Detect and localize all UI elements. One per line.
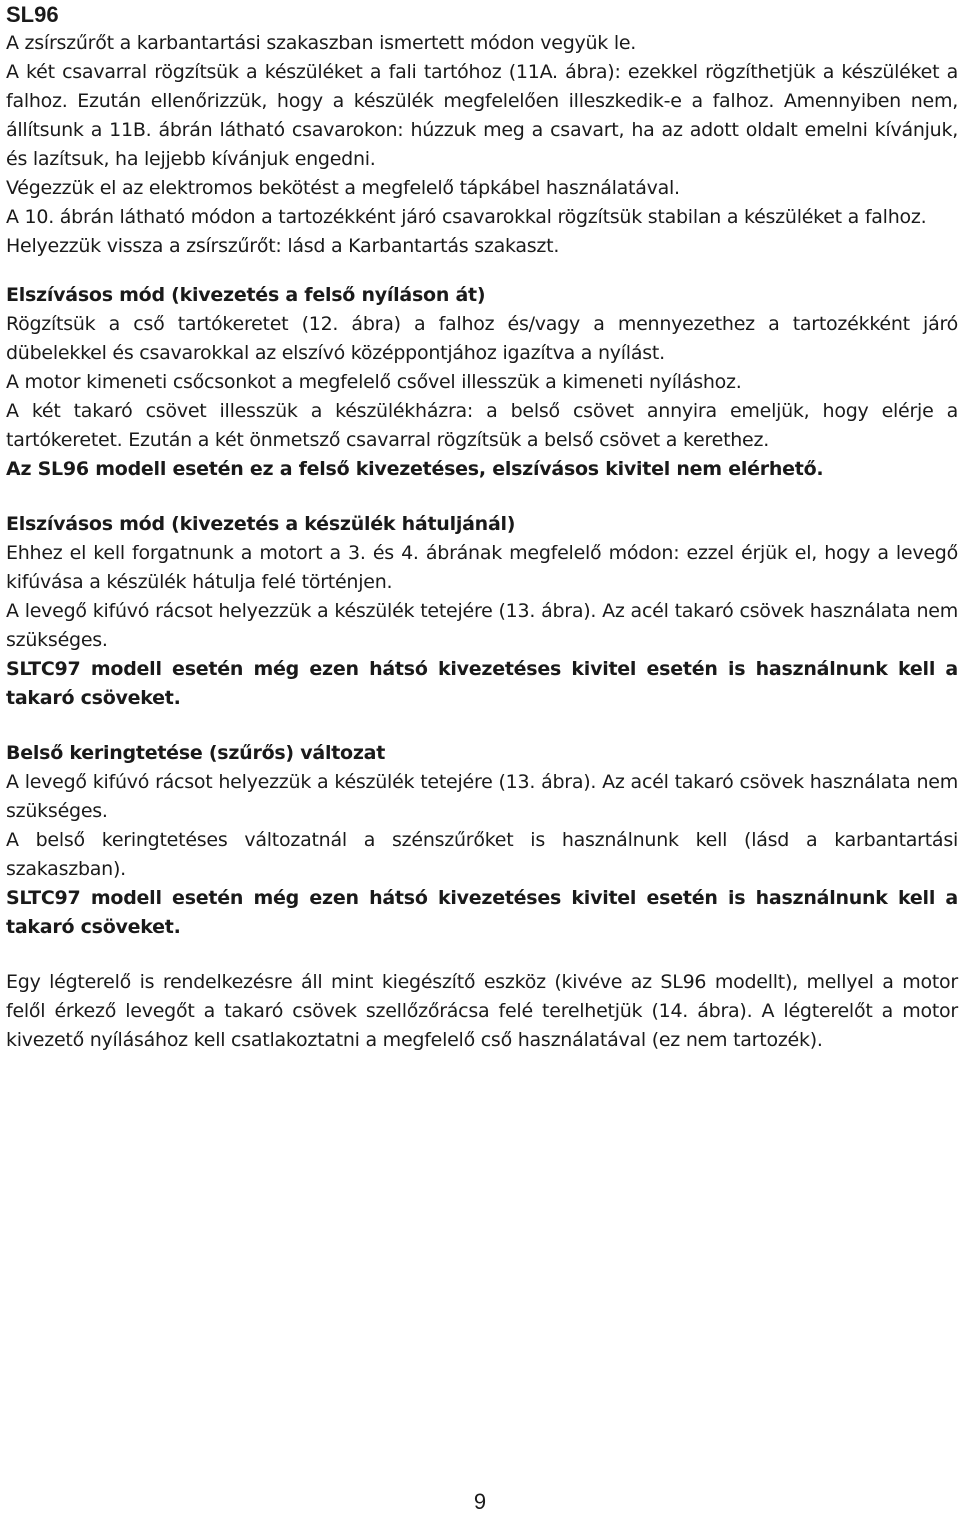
section-paragraph: A levegő kifúvó rácsot helyezzük a készülék tetejére (13. ábra). Az acél takaró csövek használata nem szükséges. — [6, 600, 958, 651]
intro-paragraph: A zsírszűrőt a karbantartási szakaszban ismertett módon vegyük le. — [6, 32, 637, 54]
section-top-exhaust — [6, 281, 958, 484]
page-number: 9 — [473, 1489, 487, 1514]
section-recirculation — [6, 739, 958, 942]
intro-paragraph: Helyezzük vissza a zsírszűrőt: lásd a Karbantartás szakaszt. — [6, 235, 560, 257]
section-rear-exhaust — [6, 510, 958, 713]
section-note: SLTC97 modell esetén még ezen hátsó kivezetéses kivitel esetén is használnunk kell a takaró csöveket. — [6, 658, 958, 709]
section-title: Belső keringtetése (szűrős) változat — [6, 742, 386, 764]
section-paragraph: Rögzítsük a cső tartókeretet (12. ábra) a falhoz és/vagy a mennyezethez a tartozékként járó dübelekkel és csavarokkal az elszívó középpontjához igazítva a nyílást. — [6, 313, 958, 364]
intro-paragraph: A 10. ábrán látható módon a tartozékként járó csavarokkal rögzítsük stabilan a készüléket a falhoz. — [6, 206, 927, 228]
model-heading: SL96 — [6, 2, 59, 27]
section-note: Az SL96 modell esetén ez a felső kivezetéses, elszívásos kivitel nem elérhető. — [6, 458, 824, 480]
section-title: Elszívásos mód (kivezetés a készülék hátuljánál) — [6, 513, 516, 535]
deflector-paragraph: Egy légterelő is rendelkezésre áll mint kiegészítő eszköz (kivéve az SL96 modellt), mellyel a motor felől érkező levegőt a takaró csövek szellőzőrácsa felé terelhetjük (14. ábra). A légterelőt a motor kivezető nyílásához kell csatlakoztatni a megfelelő cső használatával (ez nem tartozék). — [6, 971, 958, 1051]
section-paragraph: A két takaró csövet illesszük a készülékházra: a belső csövet annyira emeljük, hogy elérje a tartókeretet. Ezután a két önmetsző csavarral rögzítsük a belső csövet a kerethez. — [6, 400, 958, 451]
section-paragraph: A belső keringtetéses változatnál a szénszűrőket is használnunk kell (lásd a karbantartási szakaszban). — [6, 829, 958, 880]
section-title: Elszívásos mód (kivezetés a felső nyíláson át) — [6, 284, 486, 306]
intro-paragraph: Végezzük el az elektromos bekötést a megfelelő tápkábel használatával. — [6, 177, 680, 199]
section-paragraph: Ehhez el kell forgatnunk a motort a 3. és 4. ábrának megfelelő módon: ezzel érjük el, hogy a levegő kifúvása a készülék hátulja felé történjen. — [6, 542, 958, 593]
section-paragraph: A levegő kifúvó rácsot helyezzük a készülék tetejére (13. ábra). Az acél takaró csövek használata nem szükséges. — [6, 771, 958, 822]
section-note: SLTC97 modell esetén még ezen hátsó kivezetéses kivitel esetén is használnunk kell a takaró csöveket. — [6, 887, 958, 938]
document-page — [6, 0, 958, 1055]
section-paragraph: A motor kimeneti csőcsonkot a megfelelő csővel illesszük a kimeneti nyíláshoz. — [6, 371, 742, 393]
intro-block — [6, 29, 958, 261]
section-deflector — [6, 968, 958, 1055]
intro-paragraph: A két csavarral rögzítsük a készüléket a fali tartóhoz (11A. ábra): ezekkel rögzíthetjük a készüléket a falhoz. Ezután ellenőrizzük, hogy a készülék megfelelően illeszkedik-e a falhoz. Amennyiben nem, állítsunk a 11B. ábrán látható csavarokon: húzzuk meg a csavart, ha az adott oldalt emelni kívánjuk, és lazítsuk, ha lejjebb kívánjuk engedni. — [6, 61, 958, 170]
